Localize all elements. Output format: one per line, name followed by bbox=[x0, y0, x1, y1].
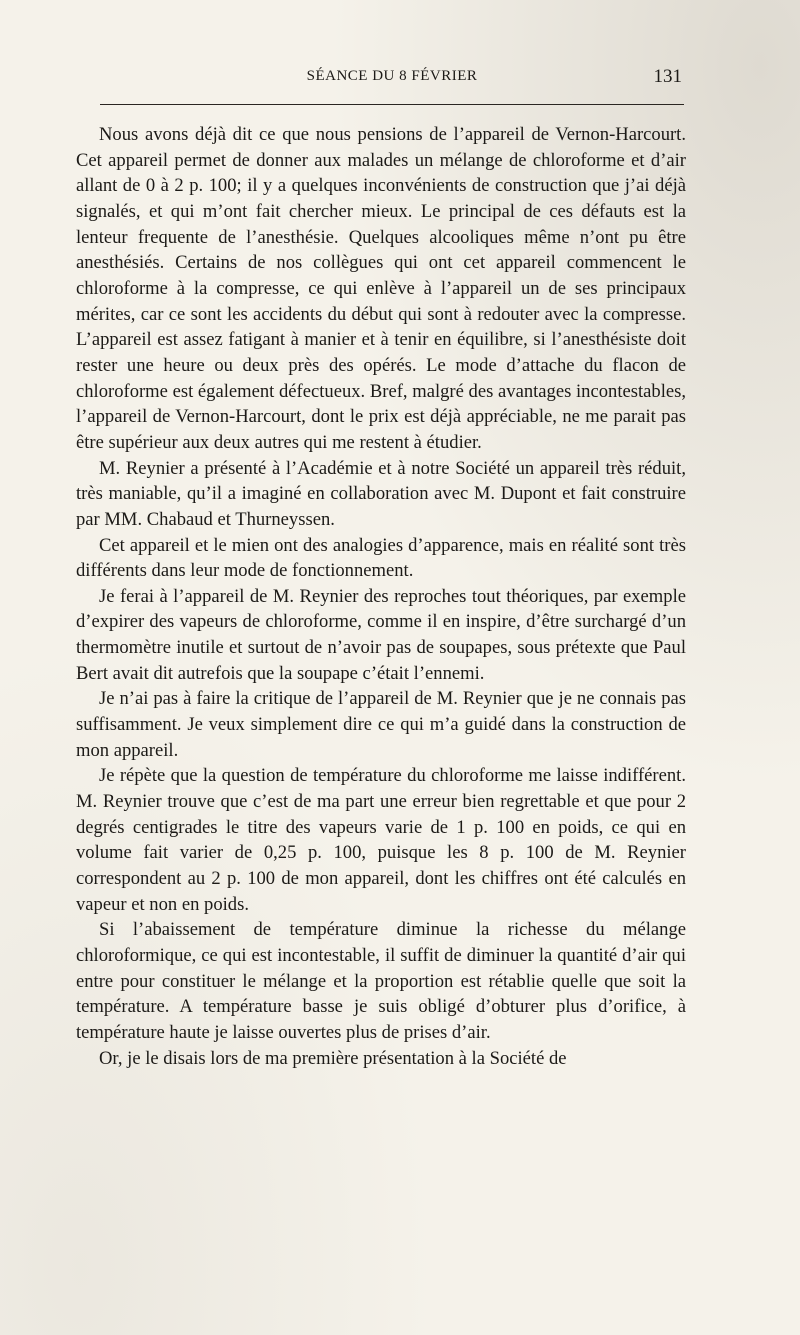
page-number: 131 bbox=[653, 66, 682, 87]
paragraph-6: Je répète que la question de température du chloroforme me laisse indifférent. M. Reynier trouve que c’est de ma part une erreur bien regrettable et que pour 2 degrés centigrades le titre des vapeurs varie de 1 p. 100 en poids, ce qui en volume fait varier de 0,25 p. 100, puisque les 8 p. 100 de M. Reynier correspondent au 2 p. 100 de mon appareil, dont les chiffres ont été calculés en vapeur et non en poids. bbox=[76, 765, 686, 915]
running-head bbox=[100, 66, 684, 94]
paragraph-5: Je n’ai pas à faire la critique de l’appareil de M. Reynier que je ne connais pas suffisamment. Je veux simplement dire ce qui m’a guidé dans la construction de mon appareil. bbox=[76, 688, 686, 761]
paragraph-8: Or, je le disais lors de ma première présentation à la Société de bbox=[99, 1047, 567, 1069]
paragraph-2: M. Reynier a présenté à l’Académie et à notre Société un appareil très réduit, très maniable, qu’il a imaginé en collaboration avec M. Dupont et fait construire par MM. Chabaud et Thurneyssen. bbox=[76, 457, 686, 530]
paragraph-3: Cet appareil et le mien ont des analogies d’apparence, mais en réalité sont très différents dans leur mode de fonctionnement. bbox=[76, 534, 686, 582]
paragraph-4: Je ferai à l’appareil de M. Reynier des reproches tout théoriques, par exemple d’expirer des vapeurs de chloroforme, comme il en inspire, d’être surchargé d’un thermomètre inutile et surtout de n’avoir pas de soupapes, sous prétexte que Paul Bert avait dit autrefois que la soupape c’était l’ennemi. bbox=[76, 585, 686, 684]
paragraph-1: Nous avons déjà dit ce que nous pensions de l’appareil de Vernon-Harcourt. Cet appareil permet de donner aux malades un mélange de chloroforme et d’air allant de 0 à 2 p. 100; il y a quelques inconvénients de construction que j’ai déjà signalés, et qui m’ont fait chercher mieux. Le principal de ces défauts est la lenteur frequente de l’anesthésie. Quelques alcooliques même n’ont pu être anesthésiés. Certains de nos collègues qui ont cet appareil commencent le chloroforme à la compresse, ce qui enlève à l’appareil un de ses principaux mérites, car ce sont les accidents du début qui sont à redouter avec la compresse. L’appareil est assez fatigant à manier et à tenir en équilibre, si l’anesthésiste doit rester une heure ou deux près des opérés. Le mode d’attache du flacon de chloroforme est également défectueux. Bref, malgré des avantages incontestables, l’appareil de Vernon-Harcourt, dont le prix est déjà appréciable, ne me parait pas être supérieur aux deux autres qui me restent à étudier. bbox=[76, 124, 686, 453]
body-text bbox=[76, 122, 686, 1071]
paragraph-7: Si l’abaissement de température diminue la richesse du mélange chloroformique, ce qui est incontestable, il suffit de diminuer la quantité d’air qui entre pour constituer le mélange et la proportion est rétablie quelle que soit la température. A température basse je suis obligé d’obturer plus d’orifice, à température haute je laisse ouvertes plus de prises d’air. bbox=[76, 919, 686, 1043]
header-rule bbox=[100, 104, 684, 105]
running-head-title: SÉANCE DU 8 FÉVRIER bbox=[306, 68, 478, 84]
